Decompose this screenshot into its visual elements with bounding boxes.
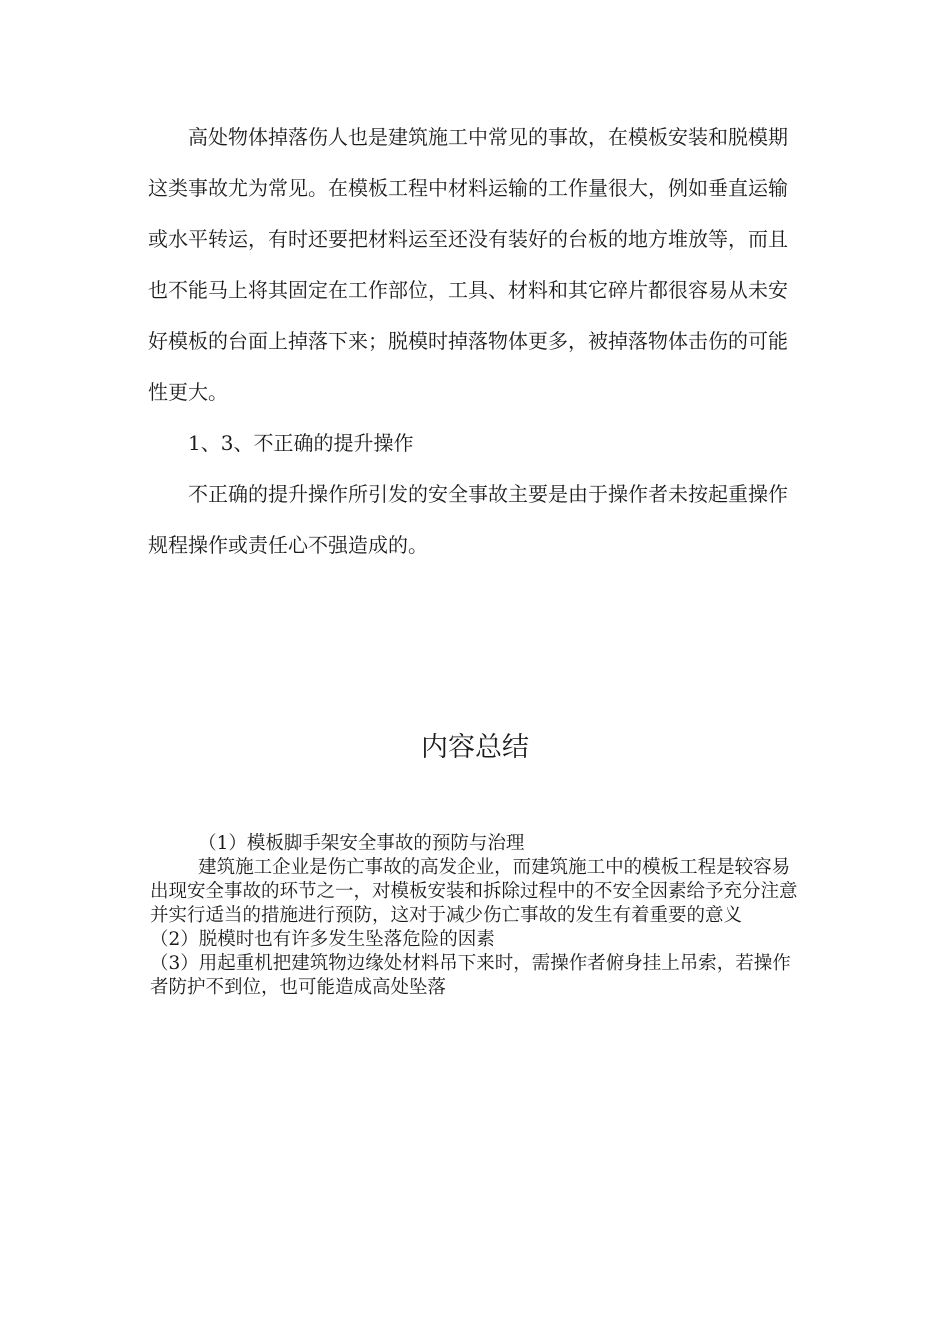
summary-item-1-body: 建筑施工企业是伤亡事故的高发企业，而建筑施工中的模板工程是较容易出现安全事故的环节之一，对模板安装和拆除过程中的不安全因素给予充分注意并实行适当的措施进行预防，这对于减少伤亡事故的发生有着重要的意义: [150, 857, 798, 926]
section-heading-block: [148, 418, 800, 469]
summary-item-1-title: （1）模板脚手架安全事故的预防与治理: [198, 833, 525, 854]
paragraph-improper-lifting-block: [148, 469, 800, 571]
summary-item-3: （3）用起重机把建筑物边缘处材料吊下来时，需操作者俯身挂上吊索，若操作者防护不到位，也可能造成高处坠落: [150, 953, 791, 998]
paragraph-falling-objects: 高处物体掉落伤人也是建筑施工中常见的事故，在模板安装和脱模期这类事故尤为常见。在模板工程中材料运输的工作量很大，例如垂直运输或水平转运，有时还要把材料运至还没有装好的台板的地方堆放等，而且也不能马上将其固定在工作部位，工具、材料和其它碎片都很容易从未安好模板的台面上掉落下来；脱模时掉落物体更多，被掉落物体击伤的可能性更大。: [148, 125, 788, 404]
section-heading-improper-lifting: 1、3、不正确的提升操作: [188, 431, 414, 455]
summary-item-2: （2）脱模时也有许多发生坠落危险的因素: [150, 929, 495, 950]
summary-section: [150, 832, 800, 1000]
paragraph-improper-lifting: 不正确的提升操作所引发的安全事故主要是由于操作者未按起重操作规程操作或责任心不强造成的。: [148, 482, 788, 557]
paragraph-falling-objects-block: [148, 112, 800, 418]
summary-title: 内容总结: [421, 732, 529, 763]
